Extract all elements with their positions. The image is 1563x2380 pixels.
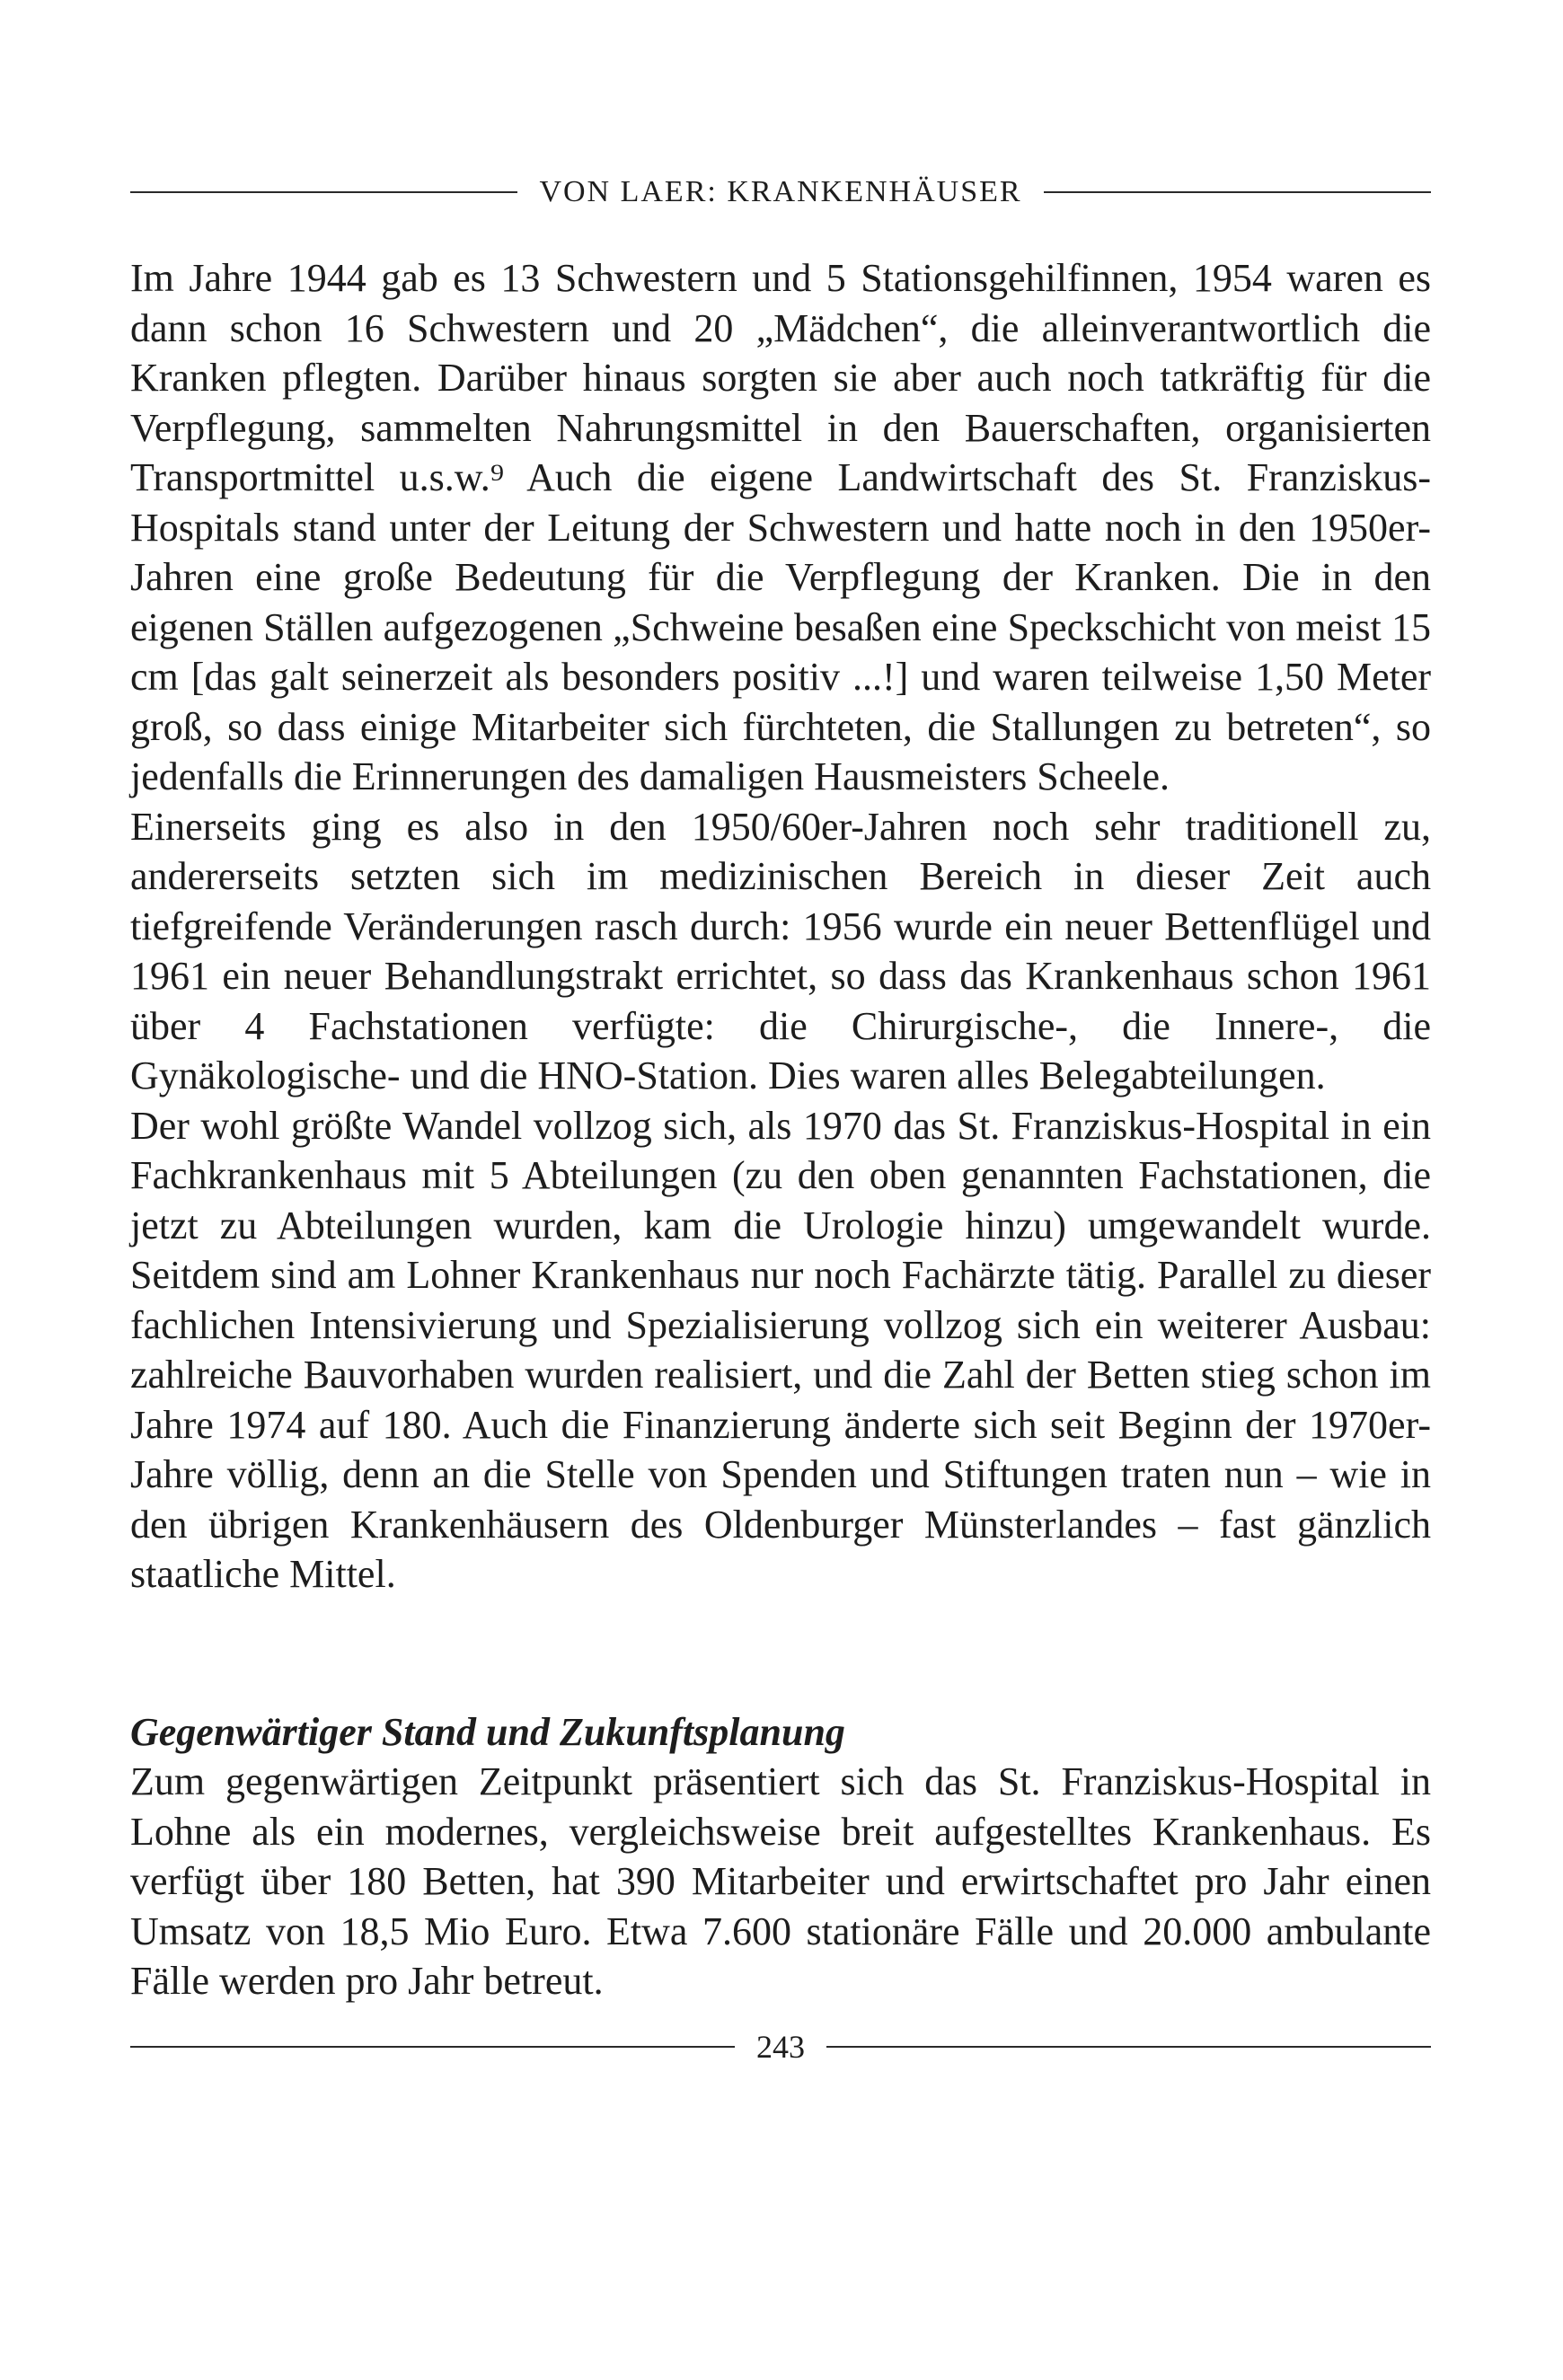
paragraph-1: Im Jahre 1944 gab es 13 Schwestern und 5 Stationsgehilfinnen, 1954 waren es dann schon 16 Schwestern und 20 „Mädchen“, die alleinverantwortlich die Kranken pflegten. Darüber hinaus sorgten sie aber auch noch tatkräftig für die Verpflegung, sammelten Nahrungsmittel in den Bauerschaften, organisierten Transportmittel u.s.w.⁹ Auch die eigene Landwirtschaft des St. Franziskus-Hospitals stand unter der Leitung der Schwestern und hatte noch in den 1950er-Jahren eine große Bedeutung für die Verpflegung der Kranken. Die in den eigenen Ställen aufgezogenen „Schweine besaßen eine Speckschicht von meist 15 cm [das galt seinerzeit als besonders positiv ...!] und waren teilweise 1,50 Meter groß, so dass einige Mitarbeiter sich fürchteten, die Stallungen zu betreten“, so jedenfalls die Erinnerungen des damaligen Hausmeisters Scheele. [130, 256, 1431, 798]
running-head-rule-left [130, 191, 517, 193]
running-head [130, 171, 1431, 214]
running-head-rule-right [1044, 191, 1431, 193]
running-head-title: VON LAER: KRANKENHÄUSER [539, 175, 1022, 208]
folio [130, 2024, 1431, 2069]
section-heading: Gegenwärtiger Stand und Zukunftsplanung [130, 1709, 845, 1754]
paragraph-3: Der wohl größte Wandel vollzog sich, als 1970 das St. Franziskus-Hospital in ein Fachkrankenhaus mit 5 Abteilungen (zu den oben genannten Fachstationen, die jetzt zu Abteilungen wurden, kam die Urologie hinzu) umgewandelt wurde. Seitdem sind am Lohner Krankenhaus nur noch Fachärzte tätig. Parallel zu dieser fachlichen Intensivierung und Spezialisierung vollzog sich ein weiterer Ausbau: zahlreiche Bauvorhaben wurden realisiert, und die Zahl der Betten stieg schon im Jahre 1974 auf 180. Auch die Finanzierung änderte sich seit Beginn der 1970er-Jahre völlig, denn an die Stelle von Spenden und Stiftungen traten nun – wie in den übrigen Krankenhäusern des Oldenburger Münsterlandes – fast gänzlich staatliche Mittel. [130, 1103, 1431, 1596]
paragraph-2: Einerseits ging es also in den 1950/60er-Jahren noch sehr traditionell zu, andererseits setzten sich im medizinischen Bereich in dieser Zeit auch tiefgreifende Veränderungen rasch durch: 1956 wurde ein neuer Bettenflügel und 1961 ein neuer Behandlungstrakt errichtet, so dass das Krankenhaus schon 1961 über 4 Fachstationen verfügte: die Chirurgische-, die Innere-, die Gynäkologische- und die HNO-Station. Dies waren alles Belegabteilungen. [130, 804, 1431, 1097]
page-number: 243 [756, 2028, 805, 2065]
folio-rule-left [130, 2046, 735, 2048]
book-page [130, 171, 1431, 2069]
folio-rule-right [826, 2046, 1431, 2048]
section-paragraph: Zum gegenwärtigen Zeitpunkt präsentiert sich das St. Franziskus-Hospital in Lohne als ein modernes, vergleichsweise breit aufgestelltes Krankenhaus. Es verfügt über 180 Betten, hat 390 Mitarbeiter und erwirtschaftet pro Jahr einen Umsatz von 18,5 Mio Euro. Etwa 7.600 stationäre Fälle und 20.000 ambulante Fälle werden pro Jahr betreut. [130, 1759, 1431, 2003]
section-text [130, 1757, 1431, 2006]
main-text [130, 253, 1431, 1600]
